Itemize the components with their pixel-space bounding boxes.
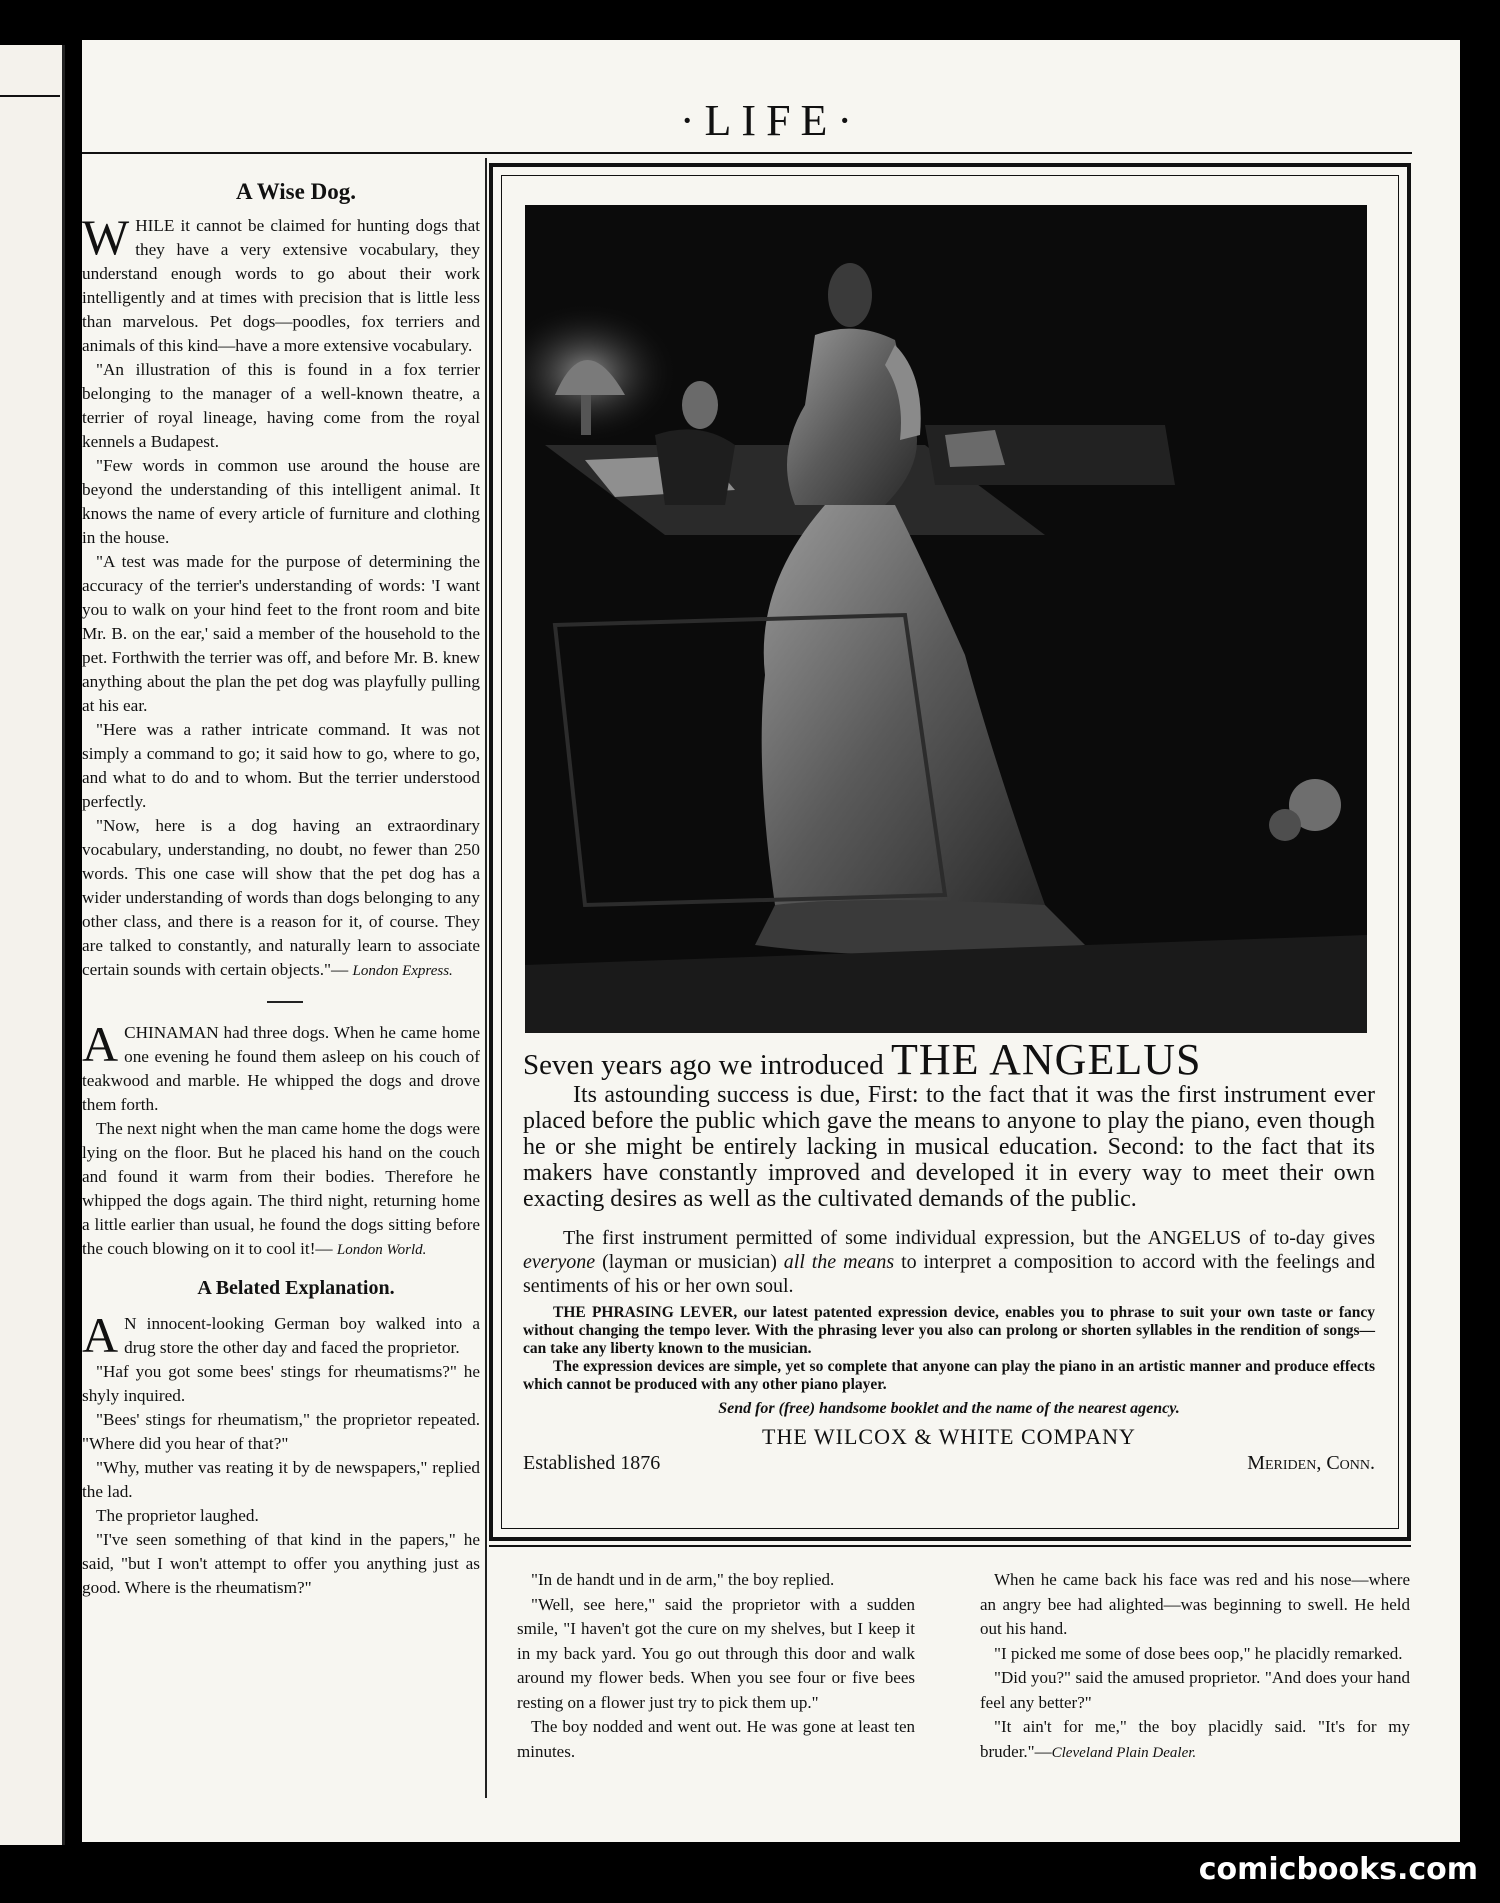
drop-cap: W bbox=[82, 209, 130, 265]
article-source: Cleveland Plain Dealer. bbox=[1051, 1744, 1197, 1761]
article-paragraph: "In de handt und in de arm," the boy replied. bbox=[531, 1570, 835, 1589]
ad-bottom-rule bbox=[489, 1545, 1411, 1547]
ad-footer bbox=[523, 1452, 1375, 1475]
article-source: London World. bbox=[336, 1242, 427, 1258]
watermark: comicbooks.com bbox=[1198, 1852, 1478, 1887]
section-separator bbox=[267, 1001, 303, 1003]
previous-page-edge bbox=[0, 45, 65, 1845]
article-title: A Wise Dog. bbox=[236, 179, 356, 204]
article-paragraph: A N innocent-looking German boy walked into a drug store the other day and faced the proprietor. bbox=[82, 1307, 480, 1363]
article-paragraph: The next night when the man came home the dogs were lying on the floor. But he placed his hand on the couch and found it warm from their bodies. Therefore he whipped the dogs again. The third night, returning home a little earlier than usual, he found the dogs sitting before the couch blowing on it to cool it!— London World. bbox=[82, 1119, 480, 1258]
article-paragraph: ACHINAMAN had three dogs. When he came home one evening he found them asleep on his couch of teakwood and marble. He whipped the dogs and drove them forth. bbox=[82, 1016, 481, 1114]
top-rule bbox=[82, 152, 1412, 154]
article-paragraph: "Well, see here," said the proprietor with a sudden smile, "I haven't got the cure on my shelves, but I keep it in my back yard. You go out through this door and walk around my flower beds. When you see four or five bees resting on a flower just try to pick them up." bbox=[517, 1594, 915, 1712]
article-paragraph: "An illustration of this is found in a fox terrier belonging to the manager of a well-known theatre, a terrier of royal lineage, having come from the royal kennels a Budapest. bbox=[82, 360, 480, 451]
article-paragraph: "Haf you got some bees' stings for rheumatisms?" he shyly inquired. bbox=[82, 1362, 480, 1405]
bottom-column-1 bbox=[517, 1568, 915, 1764]
established-date: Established 1876 bbox=[523, 1452, 661, 1474]
article-paragraph: "Why, muther vas reating it by de newspapers," replied the lad. bbox=[82, 1458, 480, 1501]
article-paragraph: WHILE it cannot be claimed for hunting dogs that they have a very extensive vocabulary, they understand enough words to go about their work intelligently and at times with precision that is little less than marvelous. Pet dogs—poodles, fox terriers and animals of this kind—have a more extensive vocabulary. bbox=[82, 209, 480, 355]
article-title: A Belated Explanation. bbox=[197, 1277, 395, 1299]
article-paragraph: When he came back his face was red and his nose—where an angry bee had alighted—was beginning to swell. He held out his hand. bbox=[980, 1570, 1410, 1638]
drop-cap: A bbox=[82, 1307, 119, 1363]
masthead: ·LIFE· bbox=[679, 96, 863, 145]
article-paragraph: "Bees' stings for rheumatism," the proprietor repeated. "Where did you hear of that?" bbox=[82, 1410, 480, 1453]
article-paragraph: The boy nodded and went out. He was gone at least ten minutes. bbox=[517, 1717, 915, 1761]
article-paragraph: The proprietor laughed. bbox=[96, 1506, 259, 1525]
angelus-advertisement bbox=[489, 163, 1411, 1541]
product-name: THE ANGELUS bbox=[891, 1035, 1202, 1084]
ad-call-to-action: Send for (free) handsome booklet and the name of the nearest agency. bbox=[718, 1400, 1180, 1417]
article-paragraph: "Few words in common use around the house are beyond the understanding of this intelligent animal. It knows the name of every article of furniture and clothing in the house. bbox=[82, 456, 480, 547]
advertisement-illustration bbox=[525, 205, 1367, 1033]
article-paragraph: "Here was a rather intricate command. It was not simply a command to go; it said how to go, where to go, and what to do and to whom. But the terrier understood perfectly. bbox=[82, 720, 480, 811]
magazine-page bbox=[82, 40, 1460, 1842]
article-paragraph: "I've seen something of that kind in the papers," he said, "but I won't attempt to offer you anything just as good. Where is the rheumatism?" bbox=[82, 1530, 480, 1597]
article-paragraph: "Did you?" said the amused proprietor. "And does your hand feel any better?" bbox=[980, 1668, 1410, 1712]
ad-headline: Seven years ago we introduced THE ANGELUS bbox=[523, 1035, 1202, 1084]
article-paragraph: "Now, here is a dog having an extraordinary vocabulary, understanding, no doubt, no fewer than 250 words. This one case will show that the pet dog has a wider understanding of words than dogs belonging to any other class, and there is a reason for it, of course. They are talked to constantly, and naturally learn to associate certain sounds with certain objects."— London Express. bbox=[82, 816, 480, 979]
bottom-column-2 bbox=[980, 1568, 1410, 1765]
ad-paragraph: The first instrument permitted of some individual expression, but the ANGELUS of to-day gives everyone (layman or musician) all the means to interpret a composition to accord with the feelings and sentiments of his or her own soul. bbox=[523, 1227, 1376, 1297]
company-location: Meriden, Conn. bbox=[1247, 1452, 1375, 1474]
article-paragraph: "A test was made for the purpose of determining the accuracy of the terrier's understanding of words: 'I want you to walk on your hind feet to the front room and bite Mr. B. on the ear,' said a member of the household to the pet. Forthwith the terrier was off, and before Mr. B. knew anything about the plan the pet dog was playfully pulling at his ear. bbox=[82, 552, 480, 715]
company-name: THE WILCOX & WHITE COMPANY bbox=[762, 1424, 1136, 1449]
left-column bbox=[82, 170, 480, 1600]
article-paragraph: "It ain't for me," the boy placidly said. "It's for my bruder."—Cleveland Plain Dealer. bbox=[980, 1717, 1410, 1761]
column-rule bbox=[485, 158, 487, 1798]
ad-paragraph: THE PHRASING LEVER, our latest patented expression device, enables you to phrase to suit your own taste or fancy without changing the tempo lever. With the phrasing lever you also can prolong or shorten syllables in the rendition of songs—can take any liberty known to the musician. bbox=[523, 1304, 1375, 1357]
ad-paragraph: Its astounding success is due, First: to the fact that it was the first instrument ever placed before the public which gave the means to anyone to play the piano, even though he or she might be entirely lacking in musical education. Second: to the fact that its makers have constantly improved and developed it in every way to meet their own exacting desires as well as the cultivated demands of the public. bbox=[523, 1082, 1375, 1212]
advertisement-copy bbox=[523, 1035, 1376, 1475]
article-paragraph: "I picked me some of dose bees oop," he placidly remarked. bbox=[994, 1643, 1403, 1663]
ad-paragraph: The expression devices are simple, yet so complete that anyone can play the piano in an artistic manner and produce effects which cannot be produced with any other piano player. bbox=[523, 1358, 1375, 1393]
drop-cap: A bbox=[82, 1016, 119, 1072]
article-source: London Express. bbox=[352, 963, 453, 979]
